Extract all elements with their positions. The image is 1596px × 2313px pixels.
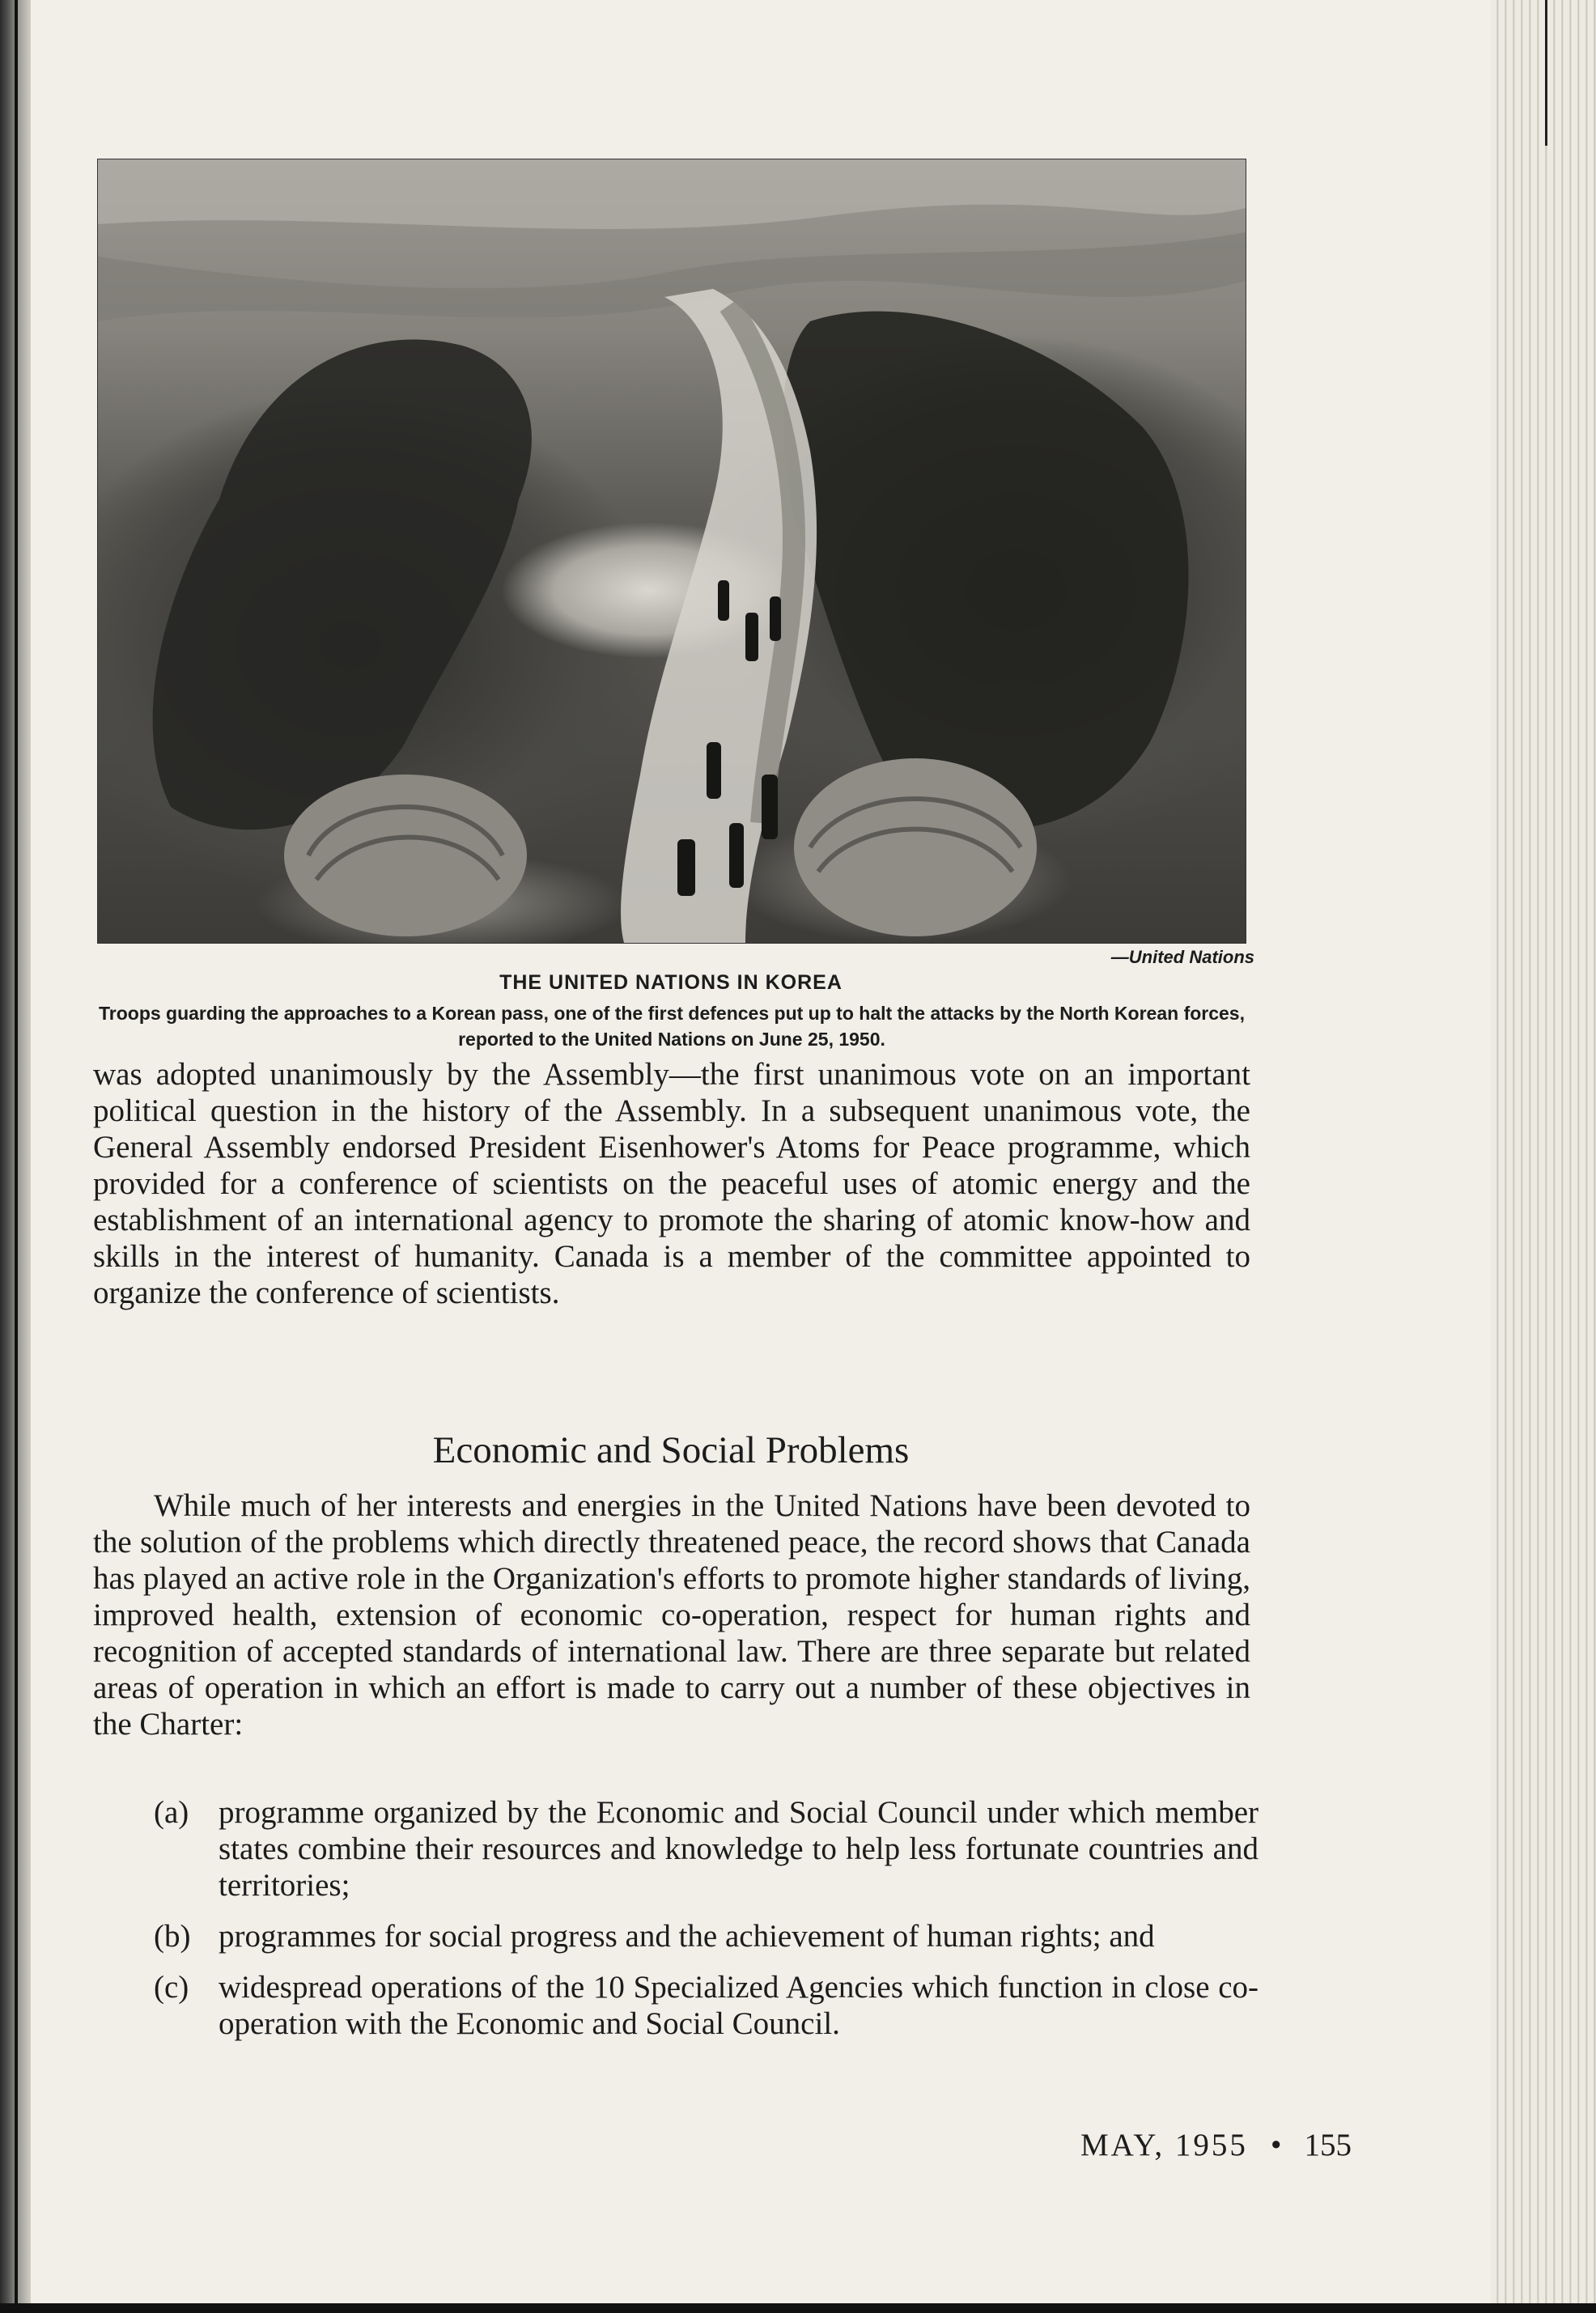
list-item (93, 1794, 1259, 1903)
list-marker: (c) (154, 1970, 189, 2005)
list-item (93, 1918, 1259, 1954)
photo-illustration (98, 159, 1246, 943)
body-paragraph-1: was adopted unanimously by the Assembly—the first unanimous vote on an important political question in the history of the Assembly. In a subsequent unanimous vote, the General Assembly endorsed President Eisenhower's Atoms for Peace programme, which provided for a conference of scientists on the peaceful uses of atomic energy and the establishment of an international agency to promote the sharing of atomic know-how and skills in the interest of humanity. Canada is a member of the committee appointed to organize the conference of scientists. (93, 1057, 1250, 1310)
photo-credit: —United Nations (1110, 947, 1254, 967)
body-paragraph-2: While much of her interests and energies in the United Nations have been devoted to the solution of the problems which directly threatened peace, the record shows that Canada has played an active role in the Organization's efforts to promote higher standards of living, improved health, extension of economic co-operation, respect for human rights and recognition of accepted standards of international law. There are three separate but related areas of operation in which an effort is made to carry out a number of these objectives in the Charter: (93, 1488, 1250, 1742)
caption-title: THE UNITED NATIONS IN KOREA (499, 971, 843, 994)
list-item-text: programme organized by the Economic and Social Council under which member states combine their resources and knowledge to help less fortunate countries and territories; (219, 1795, 1259, 1903)
page-number: 155 (1304, 2128, 1352, 2162)
list-marker: (b) (154, 1919, 191, 1954)
list-item (93, 1969, 1259, 2042)
section-heading: Economic and Social Problems (432, 1429, 910, 1471)
list-item-text: programmes for social progress and the achievement of human rights; and (219, 1919, 1155, 1954)
caption-text: Troops guarding the approaches to a Korean pass, one of the first defences put up to halt the attacks by the North Korean forces, reported to the United Nations on June 25, 1950. (98, 1003, 1245, 1050)
page-footer (915, 2127, 1352, 2163)
korea-pass-photo (97, 159, 1246, 944)
bottom-edge (0, 2303, 1596, 2313)
footer-separator: • (1270, 2128, 1282, 2162)
list-item-text: widespread operations of the 10 Specialized Agencies which function in close co-operation with the Economic and Social Council. (219, 1970, 1259, 2041)
list-marker: (a) (154, 1795, 189, 1830)
binding-rule (15, 0, 18, 2313)
page-edge-mark (1545, 0, 1547, 146)
page-stack-edge (1491, 0, 1596, 2313)
footer-date: MAY, 1955 (1080, 2128, 1248, 2162)
objectives-list (93, 1794, 1259, 2056)
